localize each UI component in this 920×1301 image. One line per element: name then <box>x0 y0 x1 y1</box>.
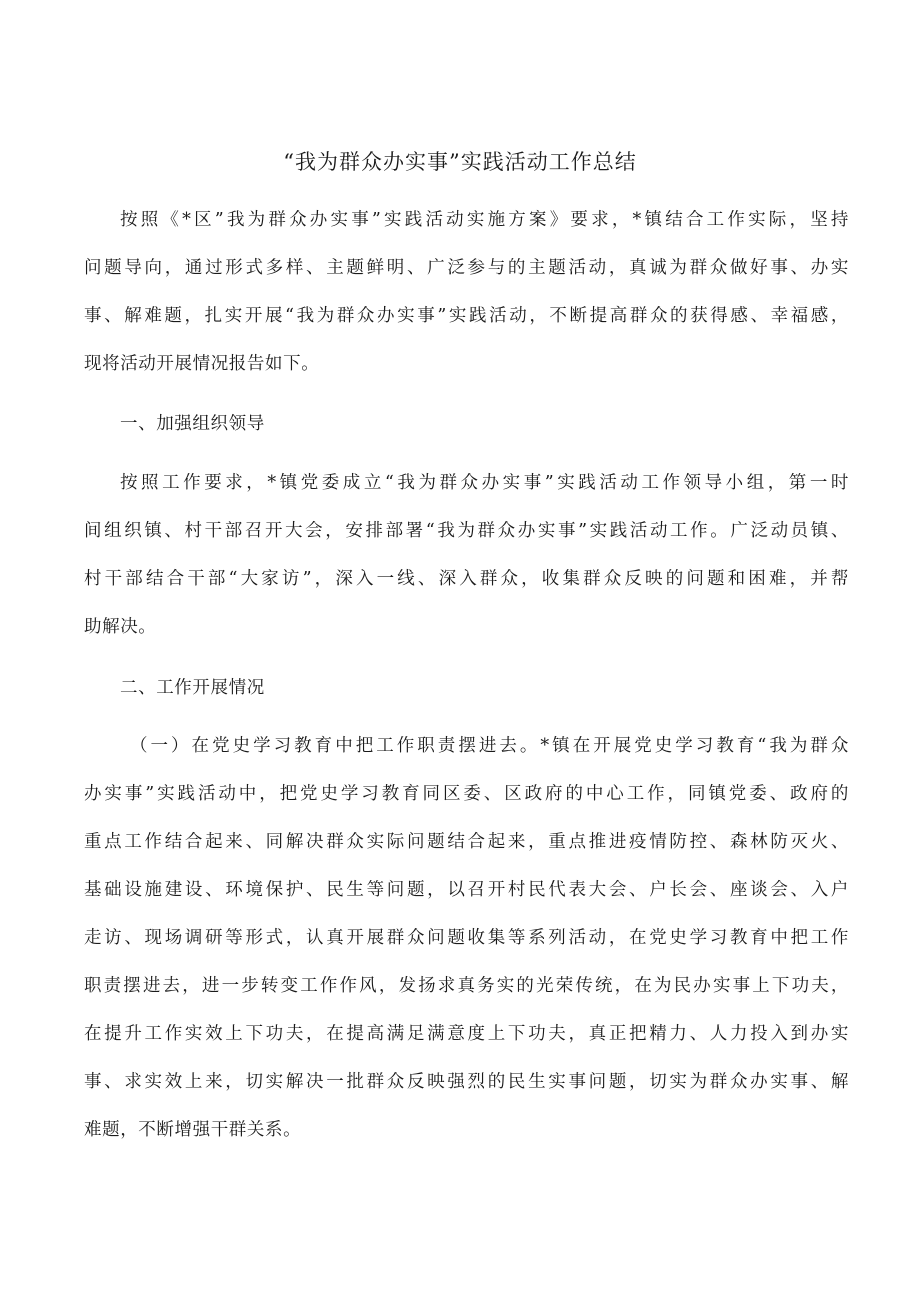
text-line: 基础设施建设、环境保护、民生等问题，以召开村民代表大会、户长会、座谈会、入户 <box>84 880 849 900</box>
text-line: 事、解难题，扎实开展“我为群众办实事”实践活动，不断提高群众的获得感、幸福感， <box>84 306 849 326</box>
text-line: 重点工作结合起来、同解决群众实际问题结合起来，重点推进疫情防控、森林防灭火、 <box>84 832 849 852</box>
text-line: 难题，不断增强干群关系。 <box>84 1120 302 1140</box>
document-title: “我为群众办实事”实践活动工作总结 <box>283 150 637 174</box>
text-line: 走访、现场调研等形式，认真开展群众问题收集等系列活动，在党史学习教育中把工作 <box>84 928 849 948</box>
text-line: 村干部结合干部“大家访”，深入一线、深入群众，收集群众反映的问题和困难，并帮 <box>84 569 849 589</box>
text-line: 办实事”实践活动中，把党史学习教育同区委、区政府的中心工作，同镇党委、政府的 <box>84 784 849 804</box>
text-line: 间组织镇、村干部召开大会，安排部署“我为群众办实事”实践活动工作。广泛动员镇、 <box>84 521 849 541</box>
text-line: 事、求实效上来，切实解决一批群众反映强烈的民生实事问题，切实为群众办实事、解 <box>84 1072 849 1092</box>
section-2-heading: 二、工作开展情况 <box>120 678 265 698</box>
text-line: 按照《*区”我为群众办实事”实践活动实施方案》要求，*镇结合工作实际，坚持 <box>120 210 849 230</box>
section-2-paragraph <box>84 722 849 1154</box>
section-1-heading: 一、加强组织领导 <box>120 414 265 434</box>
text-line: 现将活动开展情况报告如下。 <box>84 354 320 374</box>
text-line: 职责摆进去，进一步转变工作作风，发扬求真务实的光荣传统，在为民办实事上下功夫， <box>84 976 849 996</box>
text-line: 问题导向，通过形式多样、主题鲜明、广泛参与的主题活动，真诚为群众做好事、办实 <box>84 258 849 278</box>
text-line: （一）在党史学习教育中把工作职责摆进去。*镇在开展党史学习教育“我为群众 <box>130 736 849 756</box>
text-line: 助解决。 <box>84 617 157 637</box>
section-1-paragraph <box>84 459 849 651</box>
text-line: 在提升工作实效上下功夫，在提高满足满意度上下功夫，真正把精力、人力投入到办实 <box>84 1024 849 1044</box>
intro-paragraph <box>84 196 849 388</box>
text-line: 按照工作要求，*镇党委成立“我为群众办实事”实践活动工作领导小组，第一时 <box>120 473 849 493</box>
